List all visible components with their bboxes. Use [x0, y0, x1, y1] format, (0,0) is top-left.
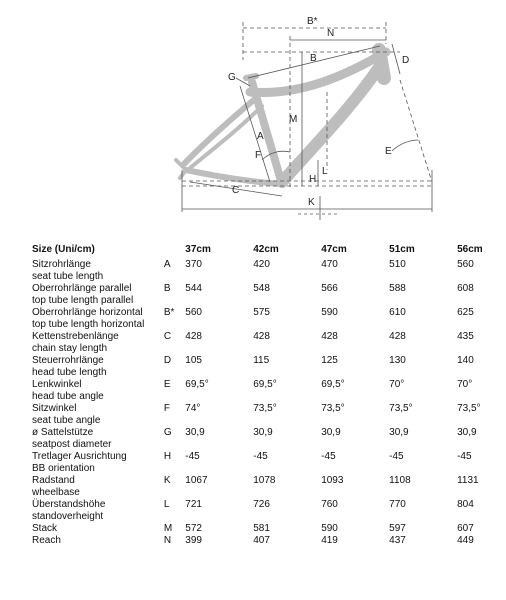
row-value: 140: [457, 355, 474, 366]
row-label: [32, 355, 164, 379]
row-label-en: head tube angle: [32, 391, 104, 402]
row-value: 105: [185, 355, 202, 366]
row-value: 435: [457, 331, 474, 342]
row-label-en: head tube length: [32, 367, 107, 378]
row-value: 30,9: [253, 427, 273, 438]
label-e: E: [385, 146, 392, 157]
label-f: F: [255, 150, 262, 161]
row-value: 73,5°: [457, 403, 481, 414]
header-size-51: 51cm: [389, 244, 415, 255]
table-body: [32, 259, 506, 547]
row-value: 125: [321, 355, 338, 366]
row-value: 608: [457, 283, 474, 294]
row-value: 588: [389, 283, 406, 294]
table-row: [32, 499, 506, 523]
row-label-de: Stack: [32, 523, 58, 534]
label-n: N: [327, 28, 335, 39]
table-row: [32, 283, 506, 307]
row-label-de: Radstand: [32, 475, 75, 486]
label-c: C: [232, 185, 240, 196]
row-value: 370: [185, 259, 202, 270]
row-code: H: [163, 451, 172, 462]
row-value: 610: [389, 307, 406, 318]
row-label: [32, 283, 164, 307]
row-label-en: seat tube angle: [32, 415, 101, 426]
row-code: A: [163, 259, 171, 270]
header-size-42: 42cm: [253, 244, 279, 255]
header-size-56: 56cm: [457, 244, 483, 255]
row-label: [32, 523, 164, 535]
row-value: 1093: [321, 475, 344, 486]
row-label: [32, 475, 164, 499]
row-value: 1067: [185, 475, 208, 486]
row-value: 30,9: [321, 427, 341, 438]
table-row: [32, 475, 506, 499]
row-value: 760: [321, 499, 338, 510]
geometry-table: [32, 244, 506, 547]
row-value: 70°: [389, 379, 405, 390]
row-label-en: seatpost diameter: [32, 439, 112, 450]
row-value: -45: [389, 451, 404, 462]
row-value: 420: [253, 259, 270, 270]
row-label: [32, 499, 164, 523]
row-label-de: Kettenstrebenlänge: [32, 331, 119, 342]
label-d: D: [402, 55, 410, 66]
row-label: [32, 307, 164, 331]
frame-geometry-diagram: [0, 0, 506, 238]
row-value: 544: [185, 283, 202, 294]
row-value: 428: [185, 331, 202, 342]
row-value: 399: [185, 535, 202, 546]
row-code: F: [163, 403, 170, 414]
label-l: L: [322, 166, 328, 177]
row-label-en: wheelbase: [32, 487, 80, 498]
row-value: 721: [185, 499, 202, 510]
row-value: 69,5°: [321, 379, 345, 390]
row-label: [32, 331, 164, 355]
row-code: E: [163, 379, 171, 390]
table-row: [32, 427, 506, 451]
row-code: M: [163, 523, 173, 534]
row-value: 115: [253, 355, 270, 366]
table-row: [32, 403, 506, 427]
row-label-de: Sitzwinkel: [32, 403, 77, 414]
label-k: K: [308, 197, 315, 208]
row-label-de: Steuerrohrlänge: [32, 355, 104, 366]
row-label-en: standoverheight: [32, 511, 104, 522]
row-value: 419: [321, 535, 338, 546]
row-value: 437: [389, 535, 406, 546]
label-a: A: [257, 131, 264, 142]
row-code: L: [163, 499, 170, 510]
row-value: 726: [253, 499, 270, 510]
row-value: 560: [457, 259, 474, 270]
row-value: 804: [457, 499, 474, 510]
row-label: [32, 535, 164, 547]
row-value: 428: [389, 331, 406, 342]
row-value: 581: [253, 523, 270, 534]
row-value: 590: [321, 307, 338, 318]
label-b: B: [310, 53, 317, 64]
row-value: -45: [321, 451, 336, 462]
dimension-lines: [182, 22, 432, 220]
row-value: 130: [389, 355, 406, 366]
row-code: K: [163, 475, 171, 486]
header-size-47: 47cm: [321, 244, 347, 255]
row-value: 428: [321, 331, 338, 342]
row-label-de: Überstandshöhe: [32, 499, 106, 510]
row-label-de: Sitzrohrlänge: [32, 259, 91, 270]
row-value: 30,9: [457, 427, 477, 438]
table-row: [32, 259, 506, 283]
row-label-de: Tretlager Ausrichtung: [32, 451, 127, 462]
row-value: 1131: [457, 475, 479, 486]
row-value: -45: [185, 451, 200, 462]
row-label-en: seat tube length: [32, 271, 104, 282]
row-value: 566: [321, 283, 338, 294]
row-code: C: [163, 331, 172, 342]
label-m: M: [289, 114, 298, 125]
table-header-row: [32, 244, 506, 259]
table-row: [32, 451, 506, 475]
row-code: B*: [163, 307, 175, 318]
row-label-en: BB orientation: [32, 463, 95, 474]
row-value: 607: [457, 523, 474, 534]
row-label-de: Lenkwinkel: [32, 379, 82, 390]
row-value: 73,5°: [321, 403, 345, 414]
row-value: 575: [253, 307, 270, 318]
row-value: -45: [457, 451, 472, 462]
row-label-de: Oberrohrlänge horizontal: [32, 307, 143, 318]
row-label: [32, 427, 164, 451]
table-row: [32, 535, 506, 547]
row-value: 470: [321, 259, 338, 270]
row-value: 770: [389, 499, 406, 510]
row-value: 30,9: [389, 427, 409, 438]
row-code: G: [163, 427, 172, 438]
table-row: [32, 523, 506, 535]
table-row: [32, 379, 506, 403]
row-label: [32, 259, 164, 283]
table-row: [32, 355, 506, 379]
row-value: 73,5°: [389, 403, 413, 414]
row-label-de: ø Sattelstütze: [32, 427, 94, 438]
row-value: 449: [457, 535, 474, 546]
row-code: N: [163, 535, 172, 546]
row-value: 1078: [253, 475, 276, 486]
row-code: D: [163, 355, 172, 366]
header-size-label: Size (Uni/cm): [32, 244, 95, 255]
row-value: 1108: [389, 475, 411, 486]
row-label-de: Reach: [32, 535, 61, 546]
row-value: 560: [185, 307, 202, 318]
row-label-de: Oberrohrlänge parallel: [32, 283, 132, 294]
row-value: 407: [253, 535, 270, 546]
row-value: 74°: [185, 403, 201, 414]
row-label: [32, 379, 164, 403]
row-value: 30,9: [185, 427, 205, 438]
row-value: 70°: [457, 379, 473, 390]
row-label: [32, 451, 164, 475]
row-value: 428: [253, 331, 270, 342]
row-value: 625: [457, 307, 474, 318]
row-value: -45: [253, 451, 268, 462]
table-row: [32, 331, 506, 355]
row-value: 69,5°: [253, 379, 277, 390]
row-value: 510: [389, 259, 406, 270]
label-g: G: [228, 72, 236, 83]
row-value: 590: [321, 523, 338, 534]
row-label-en: chain stay length: [32, 343, 108, 354]
row-value: 572: [185, 523, 202, 534]
row-value: 69,5°: [185, 379, 209, 390]
row-code: B: [163, 283, 171, 294]
row-value: 597: [389, 523, 406, 534]
row-label-en: top tube length horizontal: [32, 319, 145, 330]
label-b-star: B*: [307, 16, 318, 27]
label-h: H: [309, 174, 317, 185]
row-label-en: top tube length parallel: [32, 295, 134, 306]
table-row: [32, 307, 506, 331]
row-value: 73,5°: [253, 403, 277, 414]
header-size-37: 37cm: [185, 244, 211, 255]
row-value: 548: [253, 283, 270, 294]
row-label: [32, 403, 164, 427]
header-code: [164, 244, 185, 259]
